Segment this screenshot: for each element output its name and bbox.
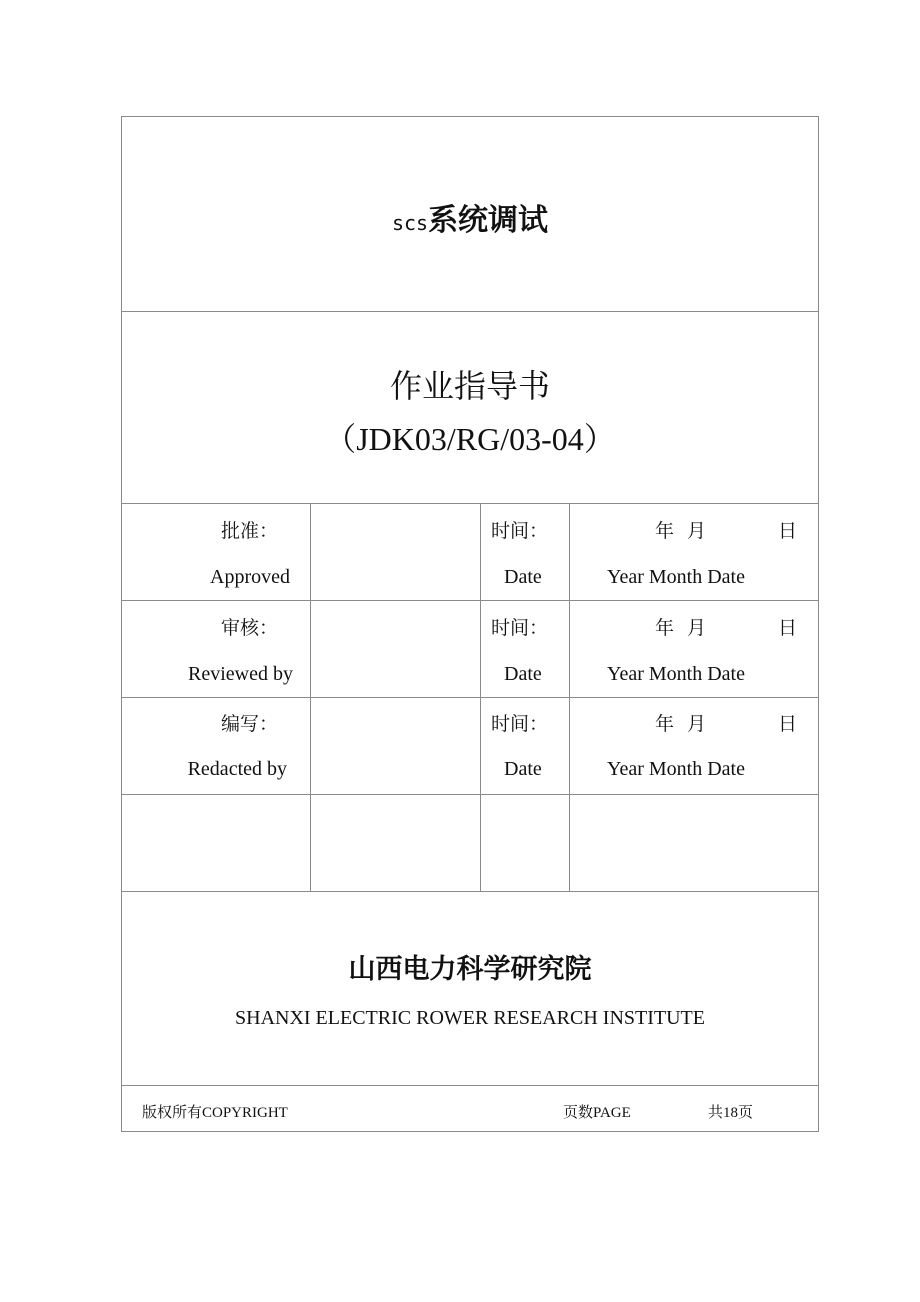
reviewed-ymd-en: Year Month Date [607, 663, 745, 685]
approved-ymd-en: Year Month Date [607, 566, 745, 588]
reviewed-label-cn: 审核： [220, 617, 278, 639]
footer-copyright: 版权所有COPYRIGHT [142, 1105, 288, 1121]
organization-name-cn: 山西电力科学研究院 [348, 954, 592, 985]
approved-date-label-en: Date [504, 566, 542, 588]
system-title [122, 195, 818, 239]
approved-year-cn: 年 [655, 520, 675, 542]
title-prefix: scs [391, 211, 429, 235]
redacted-month-cn: 月 [687, 713, 707, 735]
column-line [569, 503, 570, 891]
reviewed-date-label-en: Date [504, 663, 542, 685]
organization-name-en: SHANXI ELECTRIC ROWER RESEARCH INSTITUTE [235, 1007, 705, 1029]
approved-date-label-cn: 时间： [491, 520, 549, 542]
divider-line [122, 891, 818, 892]
divider-line [122, 1085, 818, 1086]
redacted-year-cn: 年 [655, 713, 675, 735]
redacted-label-cn: 编写： [220, 713, 278, 735]
document-code: （JDK03/RG/03-04） [324, 421, 616, 457]
divider-line [122, 600, 818, 601]
reviewed-day-cn: 日 [778, 617, 798, 639]
approved-day-cn: 日 [778, 520, 798, 542]
divider-line [122, 503, 818, 504]
footer-page-label: 页数PAGE [563, 1105, 631, 1121]
redacted-date-label-cn: 时间： [491, 713, 549, 735]
redacted-date-label-en: Date [504, 758, 542, 780]
approved-label-cn: 批准： [220, 520, 278, 542]
divider-line [122, 794, 818, 795]
redacted-day-cn: 日 [778, 713, 798, 735]
column-line [310, 503, 311, 891]
column-line [480, 503, 481, 891]
title-main: 系统调试 [428, 203, 549, 238]
redacted-ymd-en: Year Month Date [607, 758, 745, 780]
approved-month-cn: 月 [687, 520, 707, 542]
approved-label-en: Approved [210, 566, 290, 588]
footer-total-pages: 共18页 [708, 1105, 754, 1121]
redacted-label-en: Redacted by [187, 758, 287, 780]
reviewed-date-label-cn: 时间： [491, 617, 549, 639]
reviewed-year-cn: 年 [655, 617, 675, 639]
reviewed-label-en: Reviewed by [188, 663, 293, 685]
document-title: 作业指导书 [389, 367, 550, 405]
divider-line [122, 311, 818, 312]
divider-line [122, 697, 818, 698]
reviewed-month-cn: 月 [687, 617, 707, 639]
cover-page-frame [121, 116, 819, 1132]
